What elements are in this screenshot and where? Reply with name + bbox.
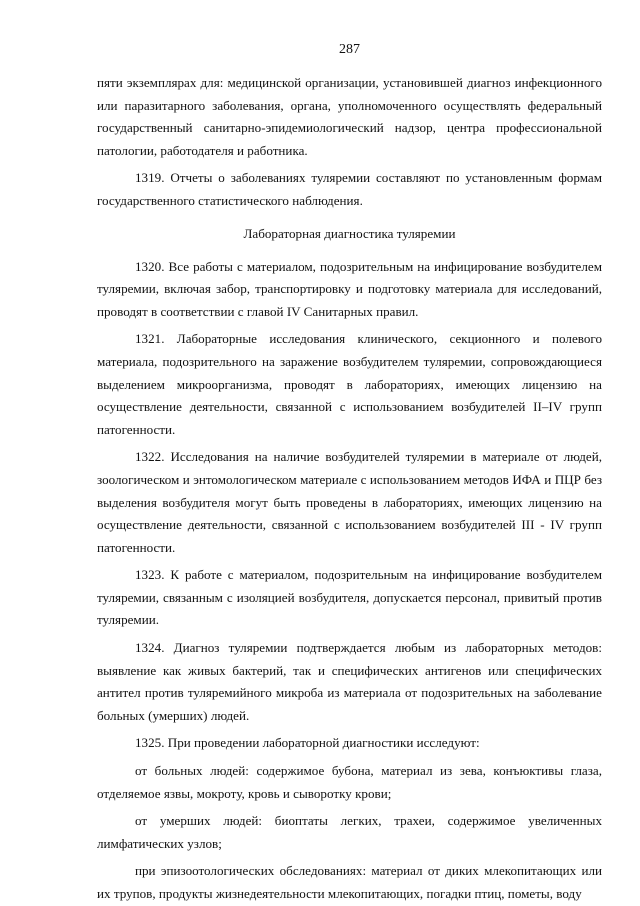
paragraph-deceased: от умерших людей: биоптаты легких, трахеи, содержимое увеличенных лимфатических узлов; xyxy=(97,813,602,851)
paragraph-1324: 1324. Диагноз туляремии подтверждается любым из лабораторных методов: выявление как живых бактерий, так и специфических антигенов или специфических антител против туляремийного микроба из материала от подозрительных на заболевание больных (умерших) людей. xyxy=(97,640,602,723)
paragraph-1322: 1322. Исследования на наличие возбудителей туляремии в материале от людей, зоологическом и энтомологическом материале с использованием методов ИФА и ПЦР без выделения возбудителя могут быть проведены в лабораториях, имеющих лицензию на осуществление деятельности, связанной с использованием возбудителей III - IV групп патогенности. xyxy=(97,449,602,555)
page-number: 287 xyxy=(339,42,360,57)
paragraph-1325: 1325. При проведении лабораторной диагностики исследуют: xyxy=(135,735,480,751)
paragraph-1319: 1319. Отчеты о заболеваниях туляремии составляют по установленным формам государственного статистического наблюдения. xyxy=(97,170,602,208)
paragraph-living-patients: от больных людей: содержимое бубона, материал из зева, конъюктивы глаза, отделяемое язвы, мокроту, кровь и сыворотку крови; xyxy=(97,763,602,801)
paragraph-1321: 1321. Лабораторные исследования клинического, секционного и полевого материала, подозрительного на заражение возбудителем туляремии, сопровождающиеся выделением микроорганизма, проводят в лабораториях, имеющих лицензию на осуществление деятельности, связанной с использованием возбудителей II–IV групп патогенности. xyxy=(97,331,602,437)
paragraph-continued: пяти экземплярах для: медицинской организации, установившей диагноз инфекционного или паразитарного заболевания, органа, уполномоченного осуществлять федеральный государственный санитарно-эпидемиологический надзор, центра профессиональной патологии, работодателя и работника. xyxy=(97,75,602,158)
paragraph-1320: 1320. Все работы с материалом, подозрительным на инфицирование возбудителем туляремии, включая забор, транспортировку и подготовку материала для исследований, проводят в соответствии с главой IV Санитарных правил. xyxy=(97,258,602,319)
paragraph-1323: 1323. К работе с материалом, подозрительным на инфицирование возбудителем туляремии, связанным с изоляцией возбудителя, допускается персонал, привитый против туляремии. xyxy=(97,567,602,628)
paragraph-epizootological: при эпизоотологических обследованиях: материал от диких млекопитающих или их трупов, продукты жизнедеятельности млекопитающих, погадки птиц, пометы, воду xyxy=(97,863,602,901)
section-heading: Лабораторная диагностика туляремии xyxy=(243,225,456,241)
